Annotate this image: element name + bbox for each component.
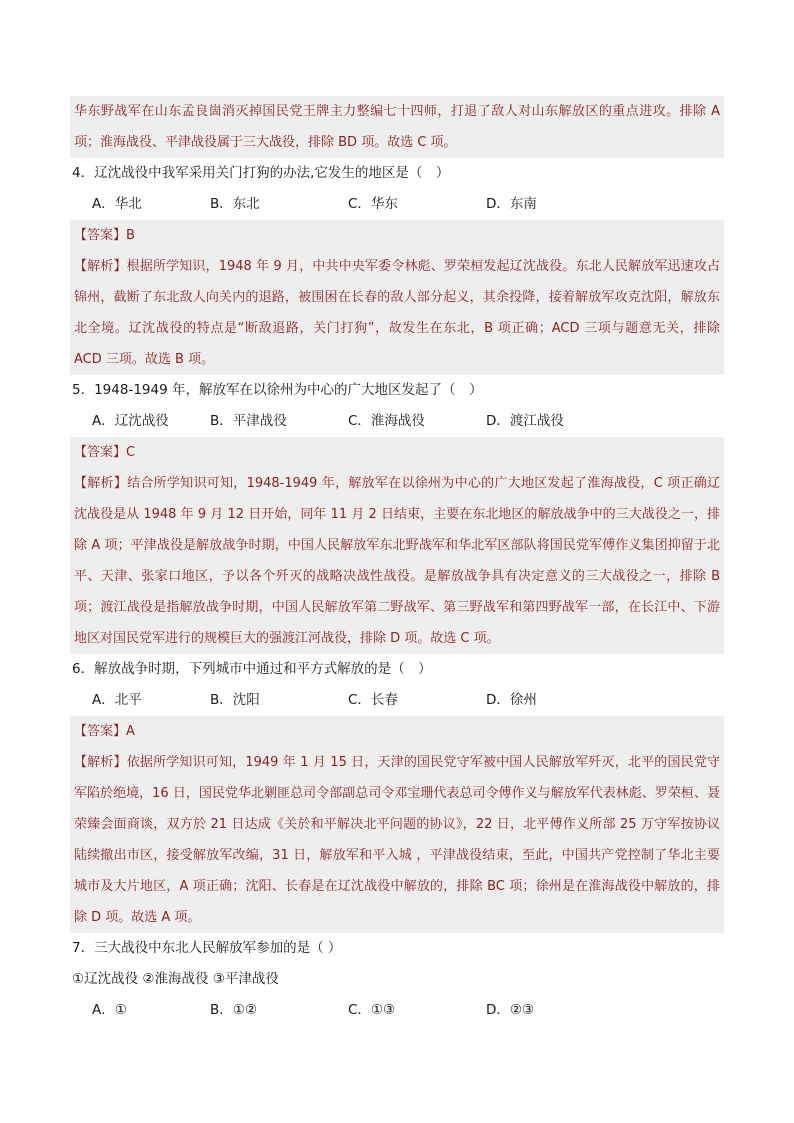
options-row-5 <box>70 406 724 437</box>
statement-list-7: ①辽沈战役 ②淮海战役 ③平津战役 <box>72 971 279 987</box>
option-b: B．平津战役 <box>210 413 287 429</box>
options-row-6 <box>70 685 724 716</box>
answer-block-4 <box>70 220 724 375</box>
analysis-text: 【解析】依据所学知识可知，1949 年 1 月 15 日，天津的国民党守军被中国人民解放军歼灭，北平的国民党守军陷於绝境，16 日，国民党华北剿匪总司令部副总司令邓宝珊代表总司令傅作义与解放军代表林彪、罗荣桓、聂荣臻会面商谈，双方於 21 日达成《关於和平解决北平问题的协议》，22 日，北平傅作义所部 25 万守军按协议陆续撤出市区，接受解放军改编，31 日，解放军和平入城 ，平津战役结束，至此，中国共产党控制了华北主要城市及大片地区，A 项正确；沈阳、长春是在辽沈战役中解放的，排除 BC 项；徐州是在淮海战役中解放的，排除 D 项。故选 A 项。 <box>74 755 720 925</box>
option-a: A．华北 <box>92 196 142 212</box>
document-page <box>70 96 724 1026</box>
option-d: D．②③ <box>486 1002 535 1018</box>
option-c: C．①③ <box>348 1002 396 1018</box>
answer-text: 【答案】C <box>74 445 136 460</box>
option-a: A．北平 <box>92 692 142 708</box>
option-a: A．辽沈战役 <box>92 413 169 429</box>
option-d: D．徐州 <box>486 692 537 708</box>
options-row-7 <box>70 995 724 1026</box>
analysis-block-prev <box>70 96 724 158</box>
question-stem-7: 7．三大战役中东北人民解放军参加的是（ ） <box>72 940 342 956</box>
question-stem-4: 4．辽沈战役中我军采用关门打狗的办法,它发生的地区是（ ） <box>72 165 450 181</box>
option-b: B．①② <box>210 1002 257 1018</box>
analysis-text: 华东野战军在山东孟良崮消灭掉国民党王牌主力整编七十四师，打退了敌人对山东解放区的重点进攻。排除 A 项；淮海战役、平津战役属于三大战役，排除 BD 项。故选 C 项。 <box>74 104 720 150</box>
answer-text: 【答案】A <box>74 724 135 739</box>
option-c: C．长春 <box>348 692 398 708</box>
option-d: D．东南 <box>486 196 537 212</box>
options-row-4 <box>70 189 724 220</box>
analysis-text: 【解析】根据所学知识，1948 年 9 月，中共中央军委令林彪、罗荣桓发起辽沈战役。东北人民解放军迅速攻占锦州，截断了东北敌人向关内的退路，被围困在长春的敌人部分起义，其余投降，接着解放军攻克沈阳，解放东北全境。辽沈战役的特点是“断敌退路，关门打狗”，故发生在东北，B 项正确；ACD 三项与题意无关，排除 ACD 三项。故选 B 项。 <box>74 259 720 367</box>
answer-text: 【答案】B <box>74 228 135 243</box>
option-c: C．淮海战役 <box>348 413 425 429</box>
analysis-text: 【解析】结合所学知识可知，1948-1949 年，解放军在以徐州为中心的广大地区发起了淮海战役，C 项正确辽沈战役是从 1948 年 9 月 12 日开始，同年 11 月 2 日结束，主要在东北地区的解放战争中的三大战役之一，排除 A 项；平津战役是解放战争时期，中国人民解放军东北野战军和华北军区部队将国民党军傅作义集团抑留于北平、天津、张家口地区，予以各个歼灭的战略决战性战役。是解放战争具有决定意义的三大战役之一，排除 B 项；渡江战役是指解放战争时期，中国人民解放军第二野战军、第三野战军和第四野战军一部，在长江中、下游地区对国民党军进行的规模巨大的强渡江河战役，排除 D 项。故选 C 项。 <box>74 476 720 646</box>
option-b: B．沈阳 <box>210 692 260 708</box>
option-a: A．① <box>92 1002 127 1018</box>
answer-block-5 <box>70 437 724 654</box>
answer-block-6 <box>70 716 724 933</box>
question-stem-6: 6．解放战争时期，下列城市中通过和平方式解放的是（ ） <box>72 661 432 677</box>
option-b: B．东北 <box>210 196 260 212</box>
question-stem-5: 5．1948-1949 年，解放军在以徐州为中心的广大地区发起了（ ） <box>72 382 483 398</box>
option-c: C．华东 <box>348 196 398 212</box>
option-d: D．渡江战役 <box>486 413 564 429</box>
